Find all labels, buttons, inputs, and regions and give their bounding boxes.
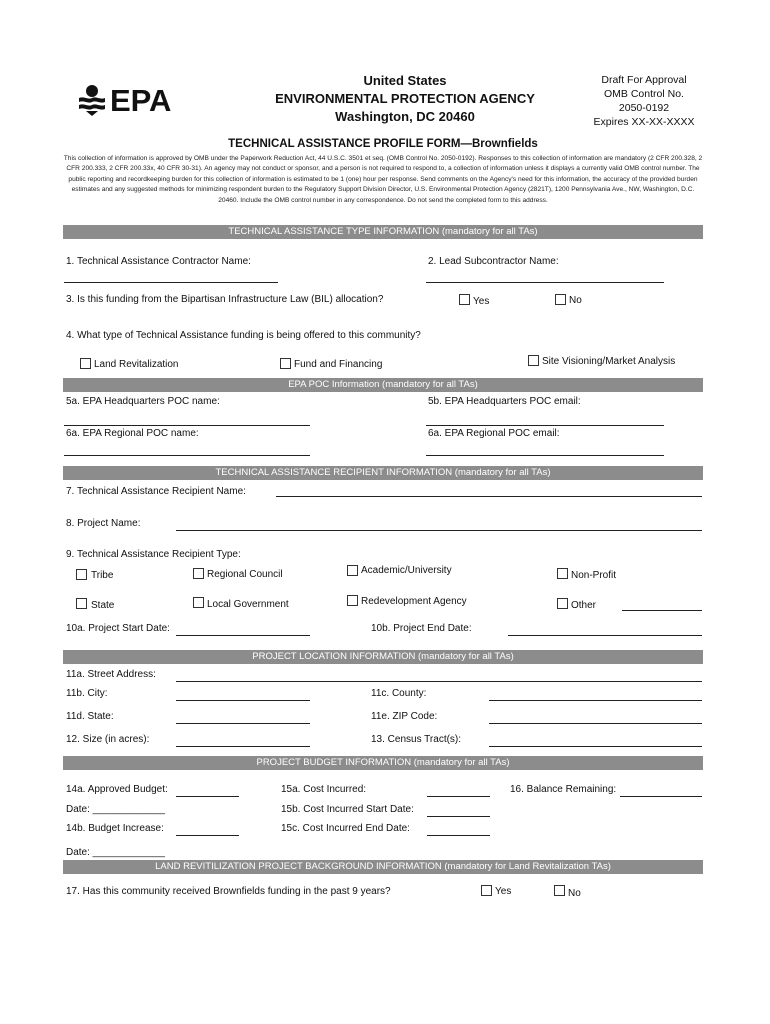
form-title: TECHNICAL ASSISTANCE PROFILE FORM—Brownfields <box>228 138 538 150</box>
q14b-label: 14b. Budget Increase: <box>66 823 164 834</box>
epa-logo-text: EPA <box>110 83 172 116</box>
q9-label: 9. Technical Assistance Recipient Type: <box>66 549 241 560</box>
epa-flower-icon <box>79 85 105 116</box>
q9-local-government-checkbox[interactable] <box>193 597 204 608</box>
q10b-label: 10b. Project End Date: <box>371 623 472 634</box>
section-budget: PROJECT BUDGET INFORMATION (mandatory for all TAs) <box>63 756 703 770</box>
q9-other-input[interactable] <box>622 610 702 611</box>
q15b-input[interactable] <box>427 816 490 817</box>
q10a-input[interactable] <box>176 635 310 636</box>
omb-control-label: OMB Control No. <box>604 88 684 100</box>
omb-control-number: 2050-0192 <box>618 102 670 114</box>
q14b-date[interactable]: Date: _____________ <box>66 847 165 858</box>
q11e-label: 11e. ZIP Code: <box>371 711 438 722</box>
q5a-input[interactable] <box>64 425 310 426</box>
q9-regional-council-checkbox[interactable] <box>193 568 204 579</box>
q17-no-checkbox[interactable] <box>554 885 565 896</box>
q9-local-government-label: Local Government <box>207 599 289 610</box>
q12-label: 12. Size (in acres): <box>66 734 150 745</box>
q10b-input[interactable] <box>508 635 702 636</box>
agency-line-1: United States <box>363 73 447 88</box>
q14b-input[interactable] <box>176 835 239 836</box>
agency-line-2: ENVIRONMENTAL PROTECTION AGENCY <box>275 91 535 106</box>
q4-fund-financing-label: Fund and Financing <box>294 359 383 370</box>
q6a-email-input[interactable] <box>426 455 664 456</box>
q14a-date[interactable]: Date: _____________ <box>66 804 165 815</box>
q4-land-revitalization-label: Land Revitalization <box>94 359 179 370</box>
q11a-input[interactable] <box>176 681 702 682</box>
q9-nonprofit-label: Non-Profit <box>571 570 617 581</box>
q2-label: 2. Lead Subcontractor Name: <box>428 256 559 267</box>
draft-approval: Draft For Approval <box>601 74 687 86</box>
q13-label: 13. Census Tract(s): <box>371 734 462 745</box>
q11c-label: 11c. County: <box>371 688 427 699</box>
agency-line-3: Washington, DC 20460 <box>335 109 475 124</box>
q1-label: 1. Technical Assistance Contractor Name: <box>66 256 251 267</box>
q11a-label: 11a. Street Address: <box>66 669 156 680</box>
q3-yes-checkbox[interactable] <box>459 294 470 305</box>
q15b-label: 15b. Cost Incurred Start Date: <box>281 804 414 815</box>
q9-academic-checkbox[interactable] <box>347 565 358 576</box>
q9-academic-label: Academic/University <box>361 565 452 576</box>
paperwork-notice: This collection of information is approved by OMB under the Paperwork Reduction Act, 44 U.S.C. 3501 et seq. (OMB Control No. 2050-0192). Responses to this collection of information are mandatory (2 CFR 200.328, 2 CFR 200.333, 2 CFR 200.33x, 40 CFR 30-31). An agency may not conduct or sponsor, and a person is not required to respond to, a collection of information unless it displays a currently valid OMB control number. The public reporting and recordkeeping burden for this collection of information is estimated to be 1 (one) hour per response. Send comments on the Agency's need for this information, the accuracy of the provided burden estimates and any suggested methods for minimizing respondent burden to the Regulatory Support Division Director, U.S. Environmental Protection Agency (2821T), 1200 Pennsylvania Ave., NW, Washington, D.C. 20460. Include the OMB control number in any correspondence. Do not send the completed form to this address. <box>63 155 703 204</box>
q7-input[interactable] <box>276 496 702 497</box>
q17-no-label: No <box>568 888 581 899</box>
q8-label: 8. Project Name: <box>66 518 141 529</box>
section-recipient: TECHNICAL ASSISTANCE RECIPIENT INFORMATION (mandatory for all TAs) <box>63 466 703 480</box>
q15c-label: 15c. Cost Incurred End Date: <box>281 823 410 834</box>
q17-label: 17. Has this community received Brownfields funding in the past 9 years? <box>66 886 391 897</box>
q17-yes-checkbox[interactable] <box>481 885 492 896</box>
section-background: LAND REVITILIZATION PROJECT BACKGROUND INFORMATION (mandatory for Land Revitalization TAs) <box>63 860 703 874</box>
q9-tribe-checkbox[interactable] <box>76 569 87 580</box>
q9-tribe-label: Tribe <box>91 570 114 581</box>
q11c-input[interactable] <box>489 700 702 701</box>
q15c-input[interactable] <box>427 835 490 836</box>
q9-state-checkbox[interactable] <box>76 598 87 609</box>
q6a-email-label: 6a. EPA Regional POC email: <box>428 428 560 439</box>
q16-input[interactable] <box>620 796 702 797</box>
q3-no-label: No <box>569 295 582 306</box>
q5b-input[interactable] <box>426 425 664 426</box>
q9-nonprofit-checkbox[interactable] <box>557 568 568 579</box>
q13-input[interactable] <box>489 746 702 747</box>
section-location: PROJECT LOCATION INFORMATION (mandatory for all TAs) <box>63 650 703 664</box>
q10a-label: 10a. Project Start Date: <box>66 623 170 634</box>
q11b-input[interactable] <box>176 700 310 701</box>
q9-other-label: Other <box>571 600 597 611</box>
expiration-date: Expires XX-XX-XXXX <box>593 116 695 128</box>
q11d-input[interactable] <box>176 723 310 724</box>
q11b-label: 11b. City: <box>66 688 108 699</box>
q9-state-label: State <box>91 600 115 611</box>
q16-label: 16. Balance Remaining: <box>510 784 617 795</box>
q4-site-visioning-checkbox[interactable] <box>528 355 539 366</box>
q1-input[interactable] <box>64 282 278 283</box>
q3-yes-label: Yes <box>473 296 490 307</box>
q9-other-checkbox[interactable] <box>557 598 568 609</box>
q4-fund-financing-checkbox[interactable] <box>280 358 291 369</box>
q15a-label: 15a. Cost Incurred: <box>281 784 367 795</box>
q9-redevelopment-label: Redevelopment Agency <box>361 596 467 607</box>
q9-redevelopment-checkbox[interactable] <box>347 595 358 606</box>
q5a-label: 5a. EPA Headquarters POC name: <box>66 396 220 407</box>
q4-land-revitalization-checkbox[interactable] <box>80 358 91 369</box>
q7-label: 7. Technical Assistance Recipient Name: <box>66 486 246 497</box>
q14a-input[interactable] <box>176 796 239 797</box>
q2-input[interactable] <box>426 282 664 283</box>
q8-input[interactable] <box>176 530 702 531</box>
q4-site-visioning-label: Site Visioning/Market Analysis <box>542 356 676 367</box>
q11e-input[interactable] <box>489 723 702 724</box>
q6a-label: 6a. EPA Regional POC name: <box>66 428 199 439</box>
q3-no-checkbox[interactable] <box>555 294 566 305</box>
q17-yes-label: Yes <box>495 886 512 897</box>
q5b-label: 5b. EPA Headquarters POC email: <box>428 396 581 407</box>
q9-regional-council-label: Regional Council <box>207 569 283 580</box>
q12-input[interactable] <box>176 746 310 747</box>
q4-label: 4. What type of Technical Assistance funding is being offered to this community? <box>66 330 421 341</box>
q3-label: 3. Is this funding from the Bipartisan Infrastructure Law (BIL) allocation? <box>66 294 384 305</box>
q11d-label: 11d. State: <box>66 711 114 722</box>
section-poc: EPA POC Information (mandatory for all TAs) <box>63 378 703 392</box>
epa-logo <box>76 82 178 116</box>
q6a-input[interactable] <box>64 455 310 456</box>
section-ta-type: TECHNICAL ASSISTANCE TYPE INFORMATION (mandatory for all TAs) <box>63 225 703 239</box>
q14a-label: 14a. Approved Budget: <box>66 784 168 795</box>
q15a-input[interactable] <box>427 796 490 797</box>
